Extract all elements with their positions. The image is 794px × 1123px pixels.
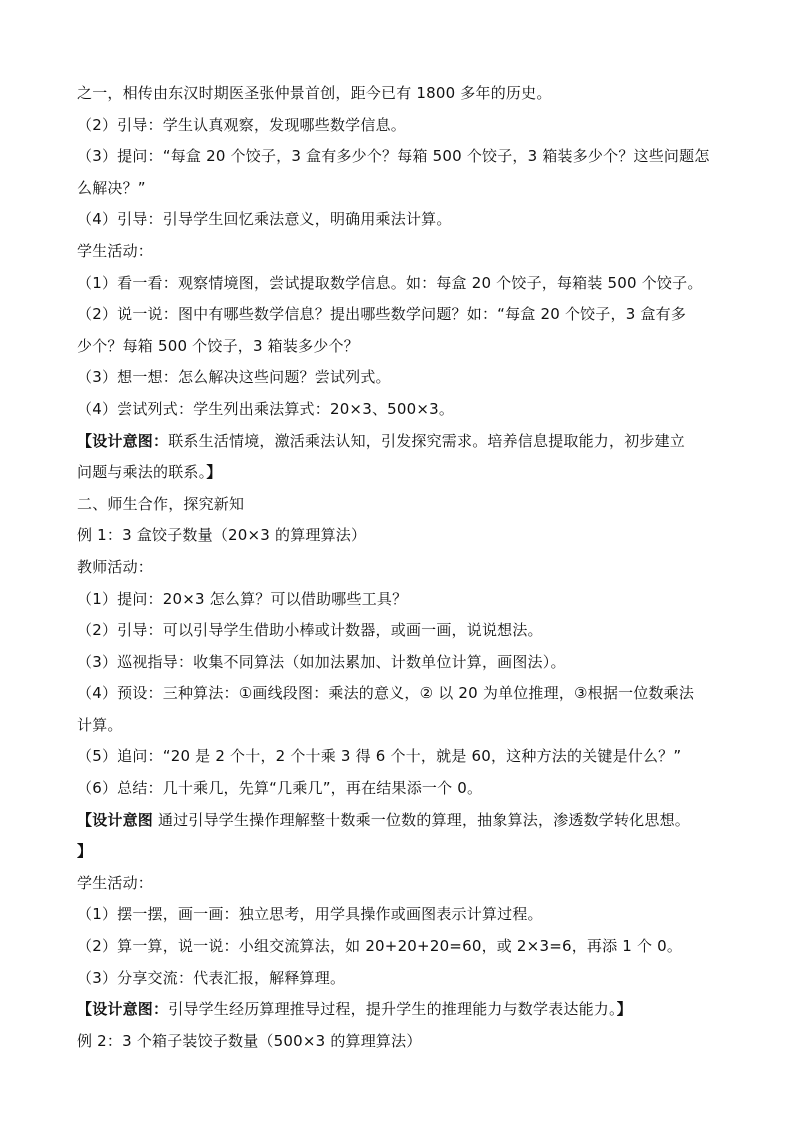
design-intent-text: 引导学生经历算理推导过程，提升学生的推理能力与数学表达能力。	[168, 1000, 617, 1019]
design-intent-tag-end: 】	[77, 842, 93, 861]
paragraph-line: （1）看一看：观察情境图，尝试提取数学信息。如：每盒 20 个饺子，每箱装 500 个饺子。	[77, 273, 703, 292]
section-label: 教师活动：	[77, 557, 154, 576]
paragraph-line: （6）总结：几十乘几，先算“几乘几”，再在结果添一个 0。	[77, 779, 483, 798]
design-intent-line	[77, 994, 727, 1026]
design-intent-line	[77, 836, 727, 868]
paragraph-line: （3）想一想：怎么解决这些问题？尝试列式。	[77, 368, 391, 387]
design-intent-tag: 【设计意图：	[77, 1000, 169, 1019]
design-intent-tag-end: 】	[206, 463, 222, 482]
paragraph-line: （1）摆一摆，画一画：独立思考，用学具操作或画图表示计算过程。	[77, 905, 543, 924]
paragraph-line: （2）引导：可以引导学生借助小棒或计数器，或画一画，说说想法。	[77, 621, 543, 640]
paragraph-line: 么解决？”	[77, 178, 146, 197]
paragraph-line: （4）尝试列式：学生列出乘法算式：20×3、500×3。	[77, 399, 455, 418]
paragraph-line: （3）提问：“每盒 20 个饺子，3 盒有多少个？每箱 500 个饺子，3 箱装多少个？这些问题怎	[77, 147, 710, 166]
paragraph-line: （3）分享交流：代表汇报，解释算理。	[77, 968, 346, 987]
document-body	[77, 78, 727, 1057]
paragraph-line: 少个？每箱 500 个饺子，3 箱装多少个？	[77, 336, 359, 355]
paragraph-line: （4）引导：引导学生回忆乘法意义，明确用乘法计算。	[77, 210, 452, 229]
paragraph-line: 之一，相传由东汉时期医圣张仲景首创，距今已有 1800 多年的历史。	[77, 84, 552, 102]
example-title: 例 1：3 盒饺子数量（20×3 的算理算法）	[77, 526, 367, 545]
design-intent-tag: 【设计意图	[77, 810, 154, 829]
section-heading: 二、师生合作，探究新知	[77, 494, 245, 513]
section-label: 学生活动：	[77, 241, 154, 260]
paragraph-line: （3）巡视指导：收集不同算法（如加法累加、计数单位计算，画图法）。	[77, 652, 566, 671]
example-title: 例 2：3 个箱子装饺子数量（500×3 的算理算法）	[77, 1031, 422, 1050]
design-intent-tag-end: 】	[616, 1000, 632, 1019]
paragraph-line: （1）提问：20×3 怎么算？可以借助哪些工具？	[77, 589, 408, 608]
paragraph-line: （2）说一说：图中有哪些数学信息？提出哪些数学问题？如：“每盒 20 个饺子，3 盒有多	[77, 305, 687, 324]
design-intent-text: 通过引导学生操作理解整十数乘一位数的算理，抽象算法，渗透数学转化思想。	[153, 810, 690, 829]
design-intent-line	[77, 457, 727, 489]
paragraph-line: （5）追问：“20 是 2 个十，2 个十乘 3 得 6 个十，就是 60，这种方法的关键是什么？”	[77, 747, 682, 766]
section-label: 学生活动：	[77, 873, 154, 892]
paragraph-line: （4）预设：三种算法：①画线段图：乘法的意义，② 以 20 为单位推理，③根据一位数乘法	[77, 684, 695, 703]
paragraph-line: 计算。	[77, 715, 123, 734]
design-intent-tag: 【设计意图：	[77, 431, 169, 450]
design-intent-text: 联系生活情境，激活乘法认知，引发探究需求。培养信息提取能力，初步建立	[168, 431, 686, 450]
design-intent-line	[77, 426, 727, 458]
design-intent-text: 问题与乘法的联系。	[77, 463, 207, 482]
design-intent-line	[77, 805, 727, 837]
paragraph-line: （2）引导：学生认真观察，发现哪些数学信息。	[77, 115, 406, 134]
paragraph-line: （2）算一算，说一说：小组交流算法，如 20+20+20=60，或 2×3=6，再添 1 个 0。	[77, 937, 683, 956]
